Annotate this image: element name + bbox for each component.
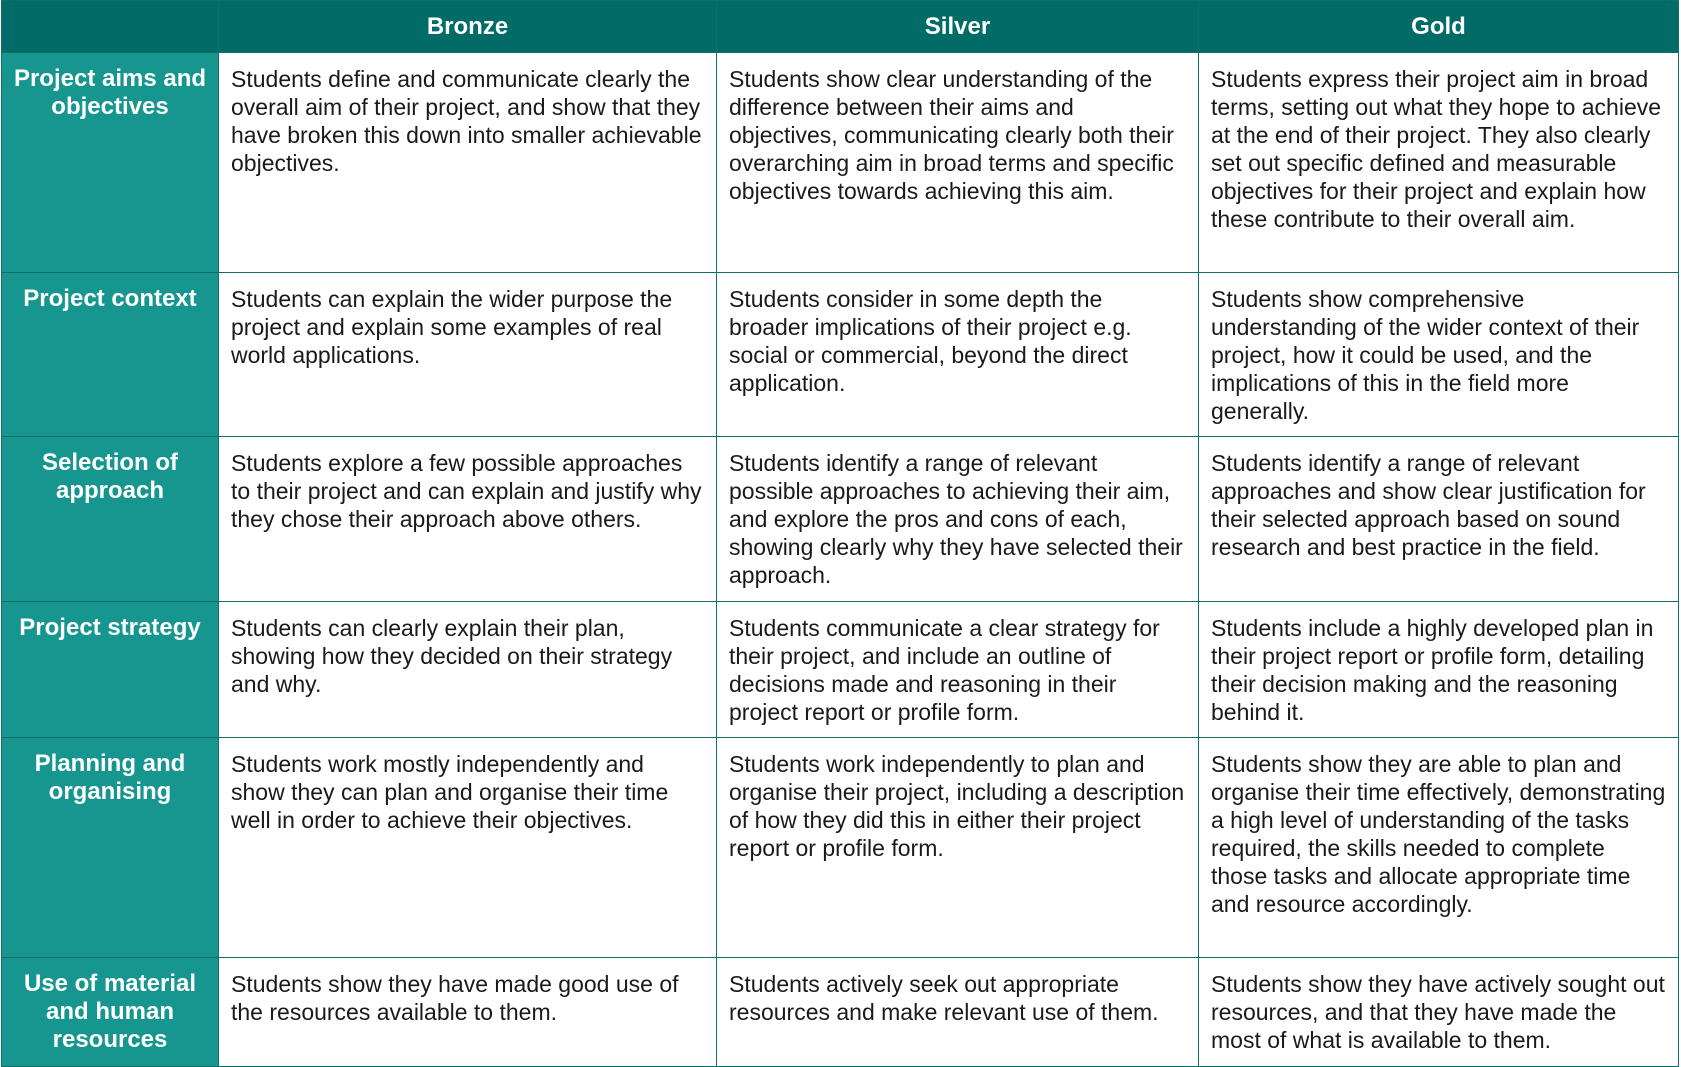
header-gold: Gold bbox=[1199, 1, 1679, 53]
table-row bbox=[2, 602, 1679, 738]
header-corner-cell bbox=[2, 1, 219, 53]
silver-descriptor: Students identify a range of relevant possible approaches to achieving their aim, and explore the pros and cons of each, showing clearly why they have selected their approach. bbox=[717, 437, 1199, 602]
criterion-label: Project aims and objectives bbox=[2, 53, 219, 273]
silver-descriptor: Students communicate a clear strategy for their project, and include an outline of decisions made and reasoning in their project report or profile form. bbox=[717, 602, 1199, 738]
bronze-descriptor: Students show they have made good use of the resources available to them. bbox=[219, 958, 717, 1067]
criterion-label: Selection of approach bbox=[2, 437, 219, 602]
gold-descriptor: Students show comprehensive understanding of the wider context of their project, how it could be used, and the implications of this in the field more generally. bbox=[1199, 273, 1679, 437]
bronze-descriptor: Students can clearly explain their plan, showing how they decided on their strategy and why. bbox=[219, 602, 717, 738]
gold-descriptor: Students show they have actively sought out resources, and that they have made the most of what is available to them. bbox=[1199, 958, 1679, 1067]
gold-descriptor: Students include a highly developed plan in their project report or profile form, detailing their decision making and the reasoning behind it. bbox=[1199, 602, 1679, 738]
table-row bbox=[2, 738, 1679, 958]
silver-descriptor: Students actively seek out appropriate resources and make relevant use of them. bbox=[717, 958, 1199, 1067]
criterion-label: Project context bbox=[2, 273, 219, 437]
silver-descriptor: Students show clear understanding of the difference between their aims and objectives, communicating clearly both their overarching aim in broad terms and specific objectives towards achieving this aim. bbox=[717, 53, 1199, 273]
gold-descriptor: Students identify a range of relevant approaches and show clear justification for their selected approach based on sound research and best practice in the field. bbox=[1199, 437, 1679, 602]
header-silver: Silver bbox=[717, 1, 1199, 53]
criterion-label: Planning and organising bbox=[2, 738, 219, 958]
bronze-descriptor: Students work mostly independently and show they can plan and organise their time well in order to achieve their objectives. bbox=[219, 738, 717, 958]
gold-descriptor: Students show they are able to plan and organise their time effectively, demonstrating a high level of understanding of the tasks required, the skills needed to complete those tasks and allocate appropriate time and resource accordingly. bbox=[1199, 738, 1679, 958]
rubric-table bbox=[1, 0, 1679, 1067]
header-row bbox=[2, 1, 1679, 53]
table-row bbox=[2, 437, 1679, 602]
rubric-header bbox=[2, 1, 1679, 53]
silver-descriptor: Students consider in some depth the broader implications of their project e.g. social or commercial, beyond the direct application. bbox=[717, 273, 1199, 437]
rubric-body bbox=[2, 53, 1679, 1067]
table-row bbox=[2, 53, 1679, 273]
bronze-descriptor: Students explore a few possible approaches to their project and can explain and justify why they chose their approach above others. bbox=[219, 437, 717, 602]
criterion-label: Project strategy bbox=[2, 602, 219, 738]
table-row bbox=[2, 273, 1679, 437]
bronze-descriptor: Students can explain the wider purpose the project and explain some examples of real world applications. bbox=[219, 273, 717, 437]
gold-descriptor: Students express their project aim in broad terms, setting out what they hope to achieve at the end of their project. They also clearly set out specific defined and measurable objectives for their project and explain how these contribute to their overall aim. bbox=[1199, 53, 1679, 273]
criterion-label: Use of material and human resources bbox=[2, 958, 219, 1067]
header-bronze: Bronze bbox=[219, 1, 717, 53]
bronze-descriptor: Students define and communicate clearly the overall aim of their project, and show that they have broken this down into smaller achievable objectives. bbox=[219, 53, 717, 273]
table-row bbox=[2, 958, 1679, 1067]
silver-descriptor: Students work independently to plan and organise their project, including a description of how they did this in either their project report or profile form. bbox=[717, 738, 1199, 958]
